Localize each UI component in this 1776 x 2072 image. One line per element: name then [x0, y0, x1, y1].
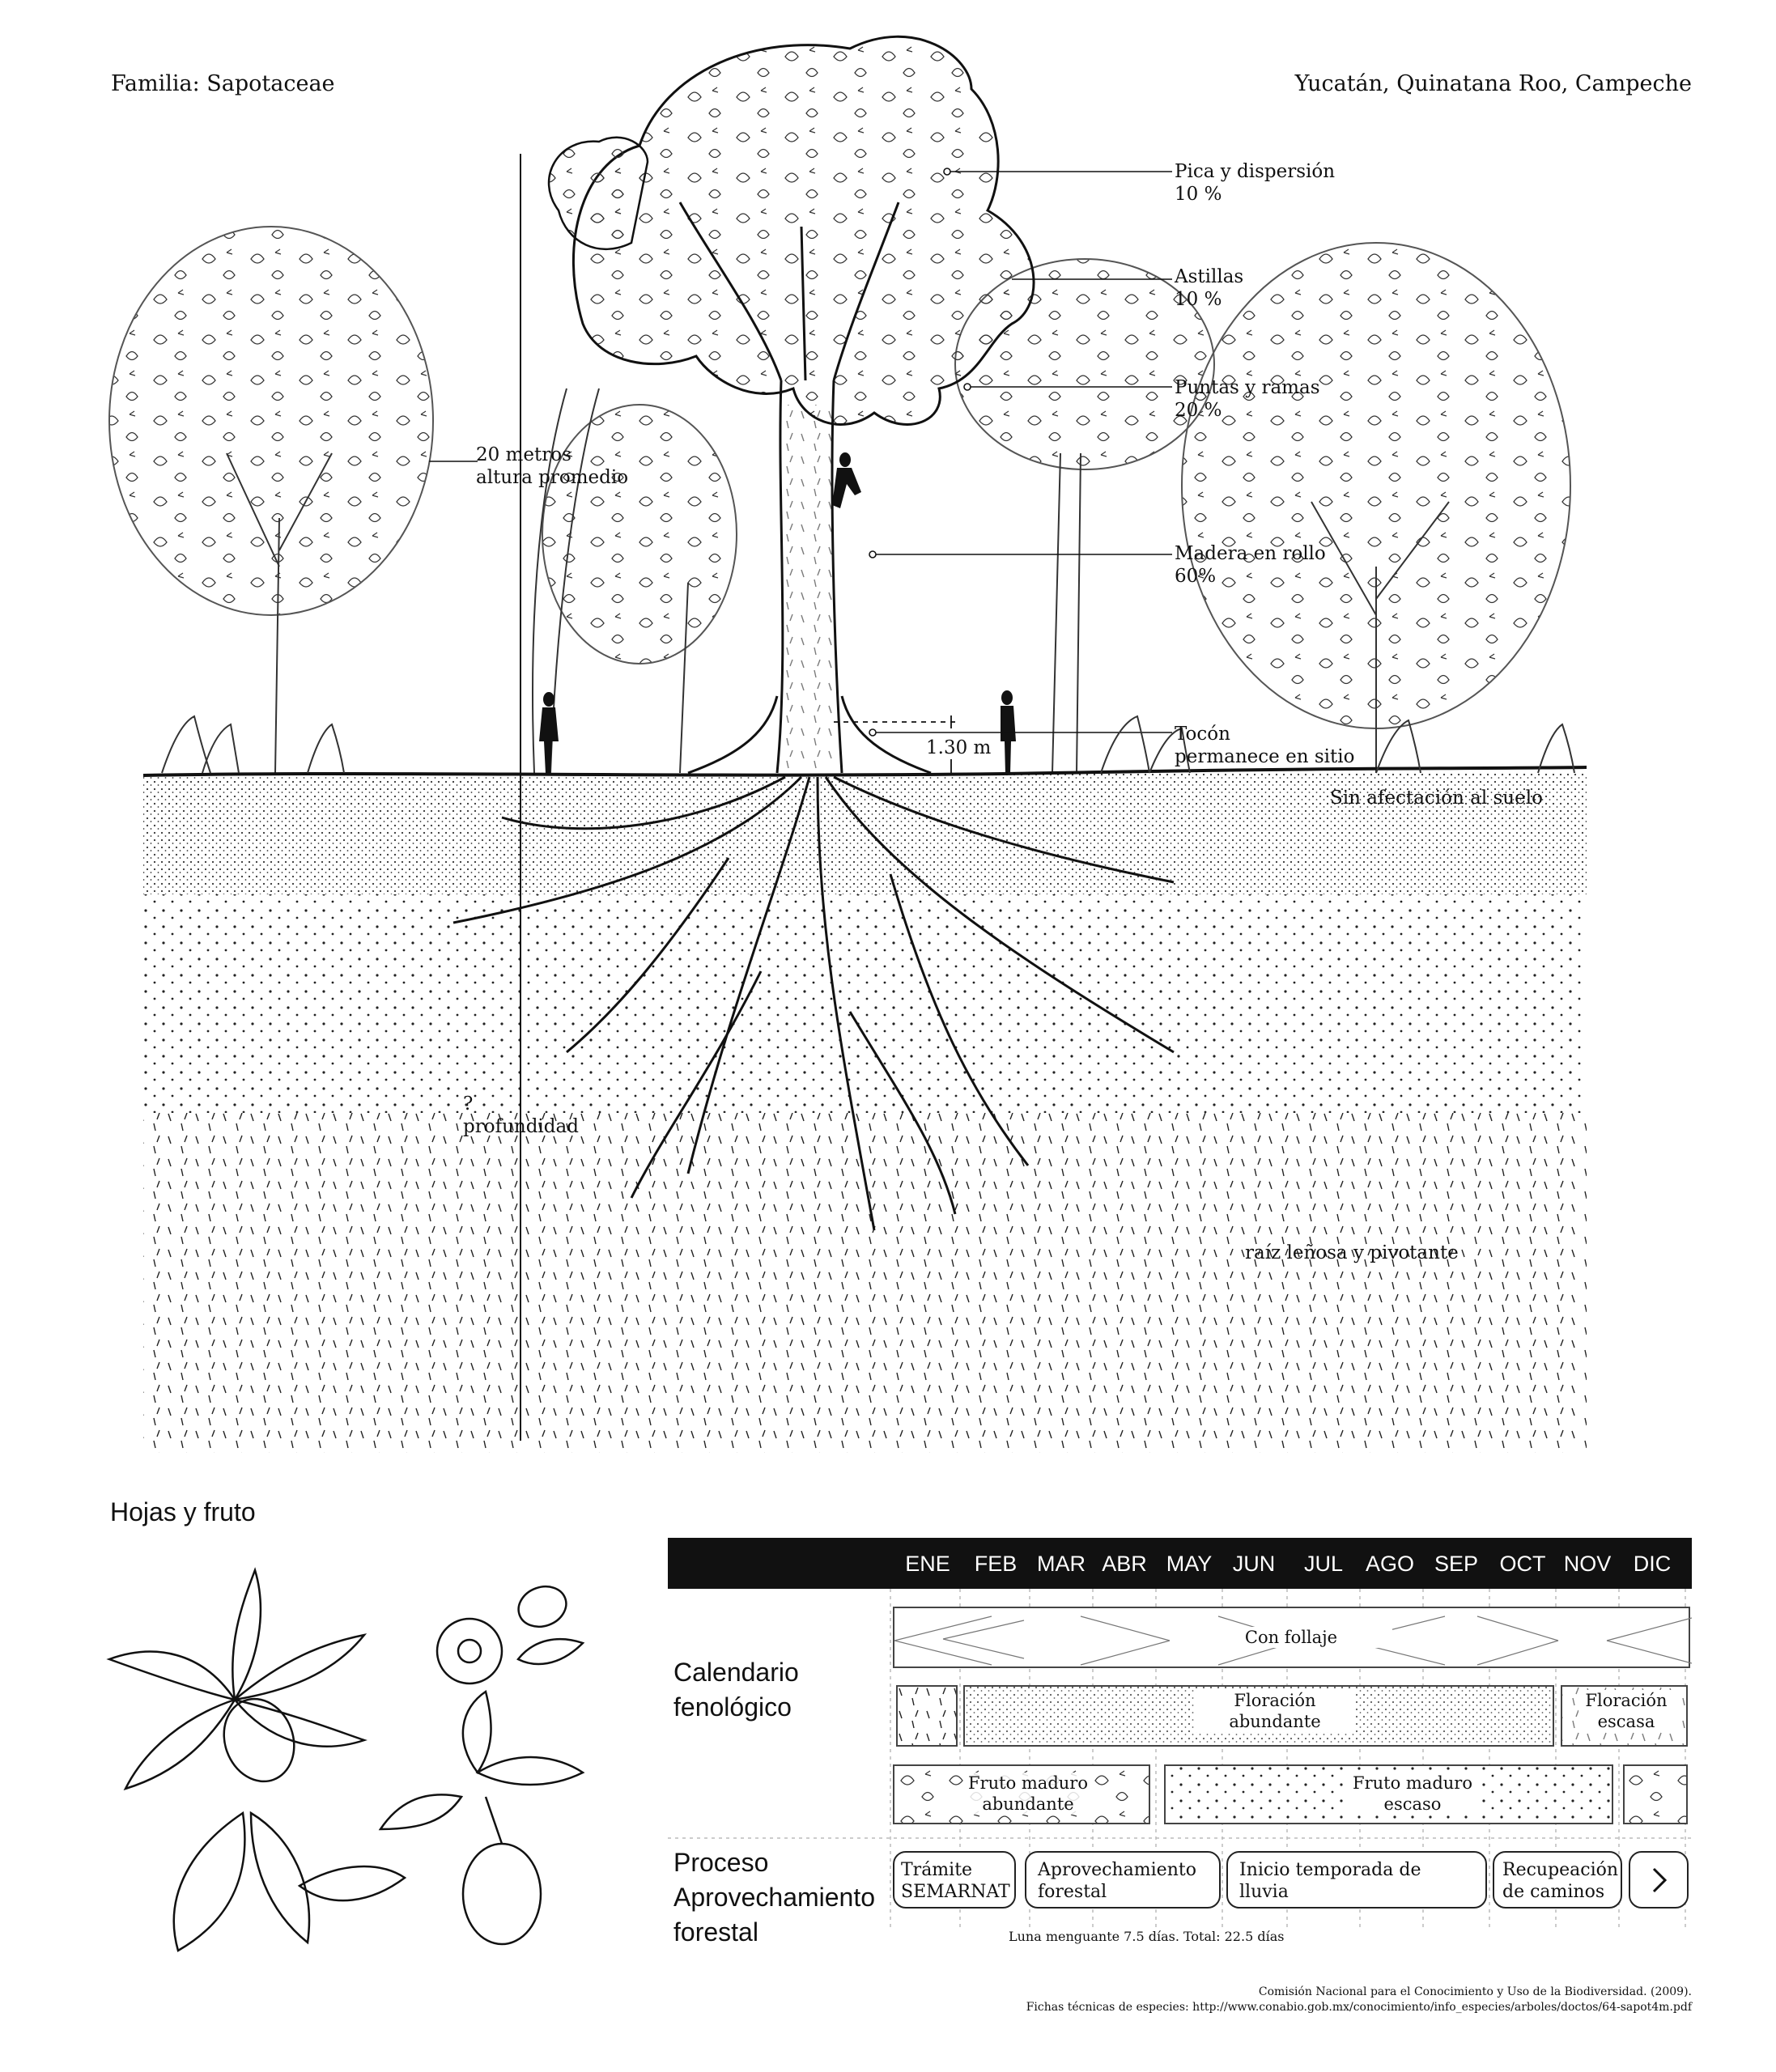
flowering-abundant-label: Floración abundante: [1194, 1690, 1356, 1732]
soil-layer-mid: [143, 894, 1587, 1113]
month-sep: SEP: [1434, 1552, 1479, 1576]
process-step-semarnat: Trámite SEMARNAT: [893, 1851, 1016, 1909]
main-tree-canopy: [573, 36, 1034, 424]
month-nov: NOV: [1563, 1552, 1612, 1576]
soil-note: Sin afectación al suelo: [1330, 788, 1543, 809]
process-step-caminos: Recupeación de caminos: [1493, 1851, 1622, 1909]
process-step-lluvia: Inicio temporada de lluvia: [1226, 1851, 1487, 1909]
month-abr: ABR: [1102, 1552, 1147, 1576]
month-oct: OCT: [1499, 1552, 1546, 1576]
month-jun: JUN: [1232, 1552, 1276, 1576]
fruit-scarce-label: Fruto maduro escaso: [1348, 1773, 1477, 1815]
depth-label: ? profundidad: [463, 1093, 579, 1137]
chevron-right-icon: [1630, 1853, 1687, 1907]
root-note: raíz leñosa y pivotante: [1245, 1242, 1459, 1263]
product-label-tocon: Tocón permanece en sitio: [1175, 724, 1355, 767]
fruit-abundant-label: Fruto maduro abundante: [963, 1773, 1093, 1815]
secondary-canopy: [549, 138, 648, 249]
product-label-pica: Pica y dispersión 10 %: [1175, 161, 1336, 205]
month-may: MAY: [1166, 1552, 1213, 1576]
product-label-madera: Madera en rollo 60%: [1175, 543, 1326, 587]
family-label: Familia: Sapotaceae: [111, 71, 335, 96]
product-label-puntas: Puntas y ramas 20 %: [1175, 377, 1320, 421]
month-feb: FEB: [974, 1552, 1018, 1576]
month-mar: MAR: [1037, 1552, 1086, 1576]
soil-layer-deep: [143, 1113, 1587, 1453]
region-label: Yucatán, Quinatana Roo, Campeche: [1294, 71, 1692, 96]
process-step-aprovechamiento: Aprovechamiento forestal: [1025, 1851, 1221, 1909]
process-section-title: Proceso Aprovechamiento forestal: [673, 1848, 876, 1947]
month-ene: ENE: [905, 1552, 950, 1576]
phenology-section-title: Calendario fenológico: [673, 1658, 799, 1722]
process-duration-note: Luna menguante 7.5 días. Total: 22.5 días: [1009, 1929, 1285, 1944]
citation: Comisión Nacional para el Conocimiento y Uso de la Biodiversidad. (2009). Fichas técnicas de especies: http://www.conabio.gob.mx/conocimiento/info_especies/arboles/doctos/64-sapot4m.pdf: [1026, 1985, 1692, 2014]
trunk-texture: [784, 405, 832, 769]
month-dic: DIC: [1633, 1552, 1672, 1576]
process-next-button[interactable]: [1629, 1851, 1689, 1909]
stump-height-label: 1.30 m: [923, 737, 994, 759]
product-label-astillas: Astillas 10 %: [1175, 266, 1244, 310]
flowering-scarce-label: Floración escasa: [1578, 1690, 1674, 1732]
leaves-title: Hojas y fruto: [110, 1497, 256, 1526]
month-ago: AGO: [1365, 1552, 1414, 1576]
month-jul: JUL: [1303, 1552, 1343, 1576]
foliage-label: Con follaje: [1190, 1627, 1392, 1648]
height-label: 20 metros altura promedio: [476, 444, 629, 488]
